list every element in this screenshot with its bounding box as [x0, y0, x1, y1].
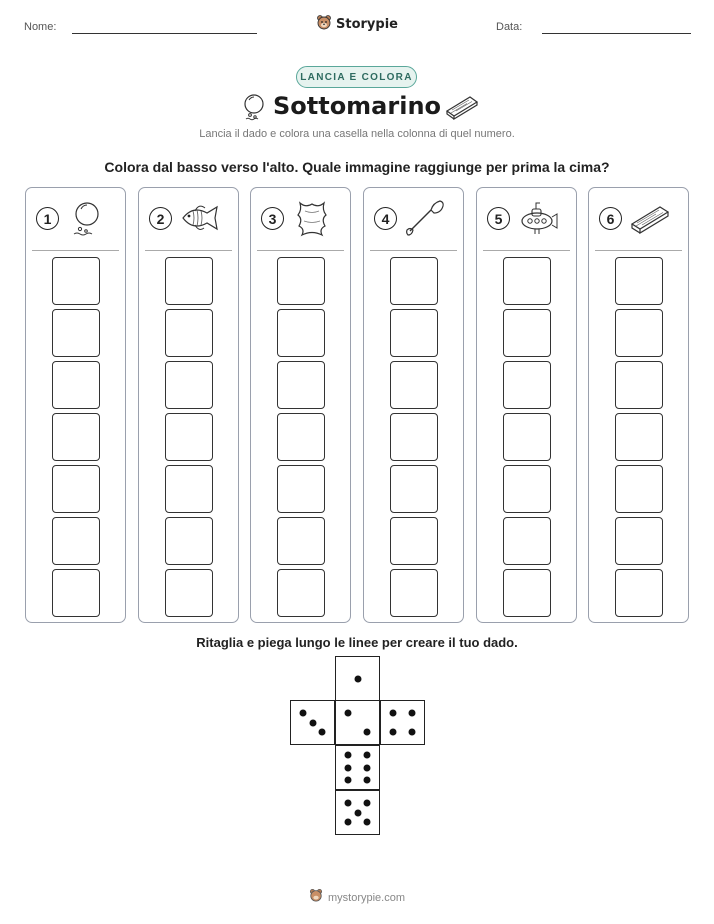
die-pip	[389, 709, 396, 716]
column-divider	[32, 250, 119, 251]
color-cell[interactable]	[503, 517, 551, 565]
oar-icon	[404, 199, 446, 237]
column-number: 1	[36, 207, 59, 230]
bubble-icon	[66, 199, 108, 237]
color-cell[interactable]	[503, 361, 551, 409]
column-divider	[595, 250, 682, 251]
bear-logo-icon	[316, 14, 332, 35]
die-pip	[354, 675, 361, 682]
die-pip	[344, 776, 351, 783]
die-pip	[344, 764, 351, 771]
color-cell[interactable]	[52, 465, 100, 513]
color-cell[interactable]	[165, 465, 213, 513]
color-cell[interactable]	[503, 569, 551, 617]
activity-badge: LANCIA E COLORA	[296, 66, 417, 88]
column-divider	[145, 250, 232, 251]
color-cell[interactable]	[165, 413, 213, 461]
column-number: 2	[149, 207, 172, 230]
die-face-5	[335, 790, 380, 835]
color-cell[interactable]	[52, 361, 100, 409]
column-number: 6	[599, 207, 622, 230]
die-pip	[299, 709, 306, 716]
subtitle: Lancia il dado e colora una casella nella colonna di quel numero.	[199, 128, 515, 140]
bear-logo-icon	[309, 888, 323, 907]
color-cell[interactable]	[615, 361, 663, 409]
color-cell[interactable]	[615, 413, 663, 461]
color-cell[interactable]	[390, 413, 438, 461]
die-pip	[364, 776, 371, 783]
color-cell[interactable]	[52, 413, 100, 461]
die-pip	[389, 729, 396, 736]
instruction: Colora dal basso verso l'alto. Quale immagine raggiunge per prima la cima?	[104, 159, 610, 175]
color-cell[interactable]	[390, 569, 438, 617]
color-cell[interactable]	[277, 257, 325, 305]
color-cell[interactable]	[615, 257, 663, 305]
die-pip	[354, 809, 361, 816]
color-cell[interactable]	[52, 257, 100, 305]
column-divider	[370, 250, 457, 251]
die-face-6	[335, 745, 380, 790]
color-cell[interactable]	[503, 309, 551, 357]
column-divider	[483, 250, 570, 251]
color-cell[interactable]	[277, 413, 325, 461]
color-cell[interactable]	[52, 517, 100, 565]
color-cell[interactable]	[277, 309, 325, 357]
die-face-1	[335, 656, 380, 701]
die-face-2	[335, 700, 380, 745]
column-number: 5	[487, 207, 510, 230]
footer	[0, 888, 714, 907]
die-pip	[309, 719, 316, 726]
column-6	[588, 187, 689, 623]
die-face-4	[380, 700, 425, 745]
color-cell[interactable]	[390, 309, 438, 357]
die-pip	[364, 819, 371, 826]
color-cell[interactable]	[615, 465, 663, 513]
column-number: 4	[374, 207, 397, 230]
color-cell[interactable]	[52, 569, 100, 617]
brand	[0, 14, 714, 35]
column-divider	[257, 250, 344, 251]
name-label: Nome:	[24, 21, 57, 33]
column-4	[363, 187, 464, 623]
column-5	[476, 187, 577, 623]
color-cell[interactable]	[503, 413, 551, 461]
die-pip	[344, 752, 351, 759]
color-cell[interactable]	[165, 569, 213, 617]
die-pip	[409, 709, 416, 716]
die-pip	[364, 752, 371, 759]
die-face-3	[290, 700, 335, 745]
color-cell[interactable]	[277, 465, 325, 513]
plank-icon	[445, 94, 479, 125]
column-3	[250, 187, 351, 623]
leather-hide-icon	[291, 199, 333, 237]
color-cell[interactable]	[615, 517, 663, 565]
die-pip	[409, 729, 416, 736]
color-cell[interactable]	[277, 517, 325, 565]
cut-instruction: Ritaglia e piega lungo le linee per creare il tuo dado.	[196, 635, 518, 650]
color-cell[interactable]	[390, 361, 438, 409]
color-cell[interactable]	[165, 361, 213, 409]
column-1	[25, 187, 126, 623]
die-pip	[344, 819, 351, 826]
fish-icon	[179, 199, 221, 237]
color-cell[interactable]	[277, 569, 325, 617]
brand-name: Storypie	[336, 17, 398, 32]
color-cell[interactable]	[390, 465, 438, 513]
color-cell[interactable]	[165, 309, 213, 357]
color-cell[interactable]	[390, 257, 438, 305]
die-pip	[344, 799, 351, 806]
date-label: Data:	[496, 21, 523, 33]
die-pip	[364, 799, 371, 806]
color-cell[interactable]	[165, 257, 213, 305]
die-pip	[319, 729, 326, 736]
column-2	[138, 187, 239, 623]
color-cell[interactable]	[165, 517, 213, 565]
column-number: 3	[261, 207, 284, 230]
color-cell[interactable]	[615, 569, 663, 617]
die-pip	[364, 764, 371, 771]
color-cell[interactable]	[503, 257, 551, 305]
color-cell[interactable]	[503, 465, 551, 513]
color-cell[interactable]	[615, 309, 663, 357]
die-pip	[364, 729, 371, 736]
color-cell[interactable]	[390, 517, 438, 565]
plank-icon	[629, 199, 671, 237]
die-pip	[344, 709, 351, 716]
submarine-icon	[517, 199, 559, 237]
footer-url: mystorypie.com	[327, 891, 406, 904]
color-cell[interactable]	[52, 309, 100, 357]
page-title: Sottomarino	[272, 92, 442, 120]
color-cell[interactable]	[277, 361, 325, 409]
